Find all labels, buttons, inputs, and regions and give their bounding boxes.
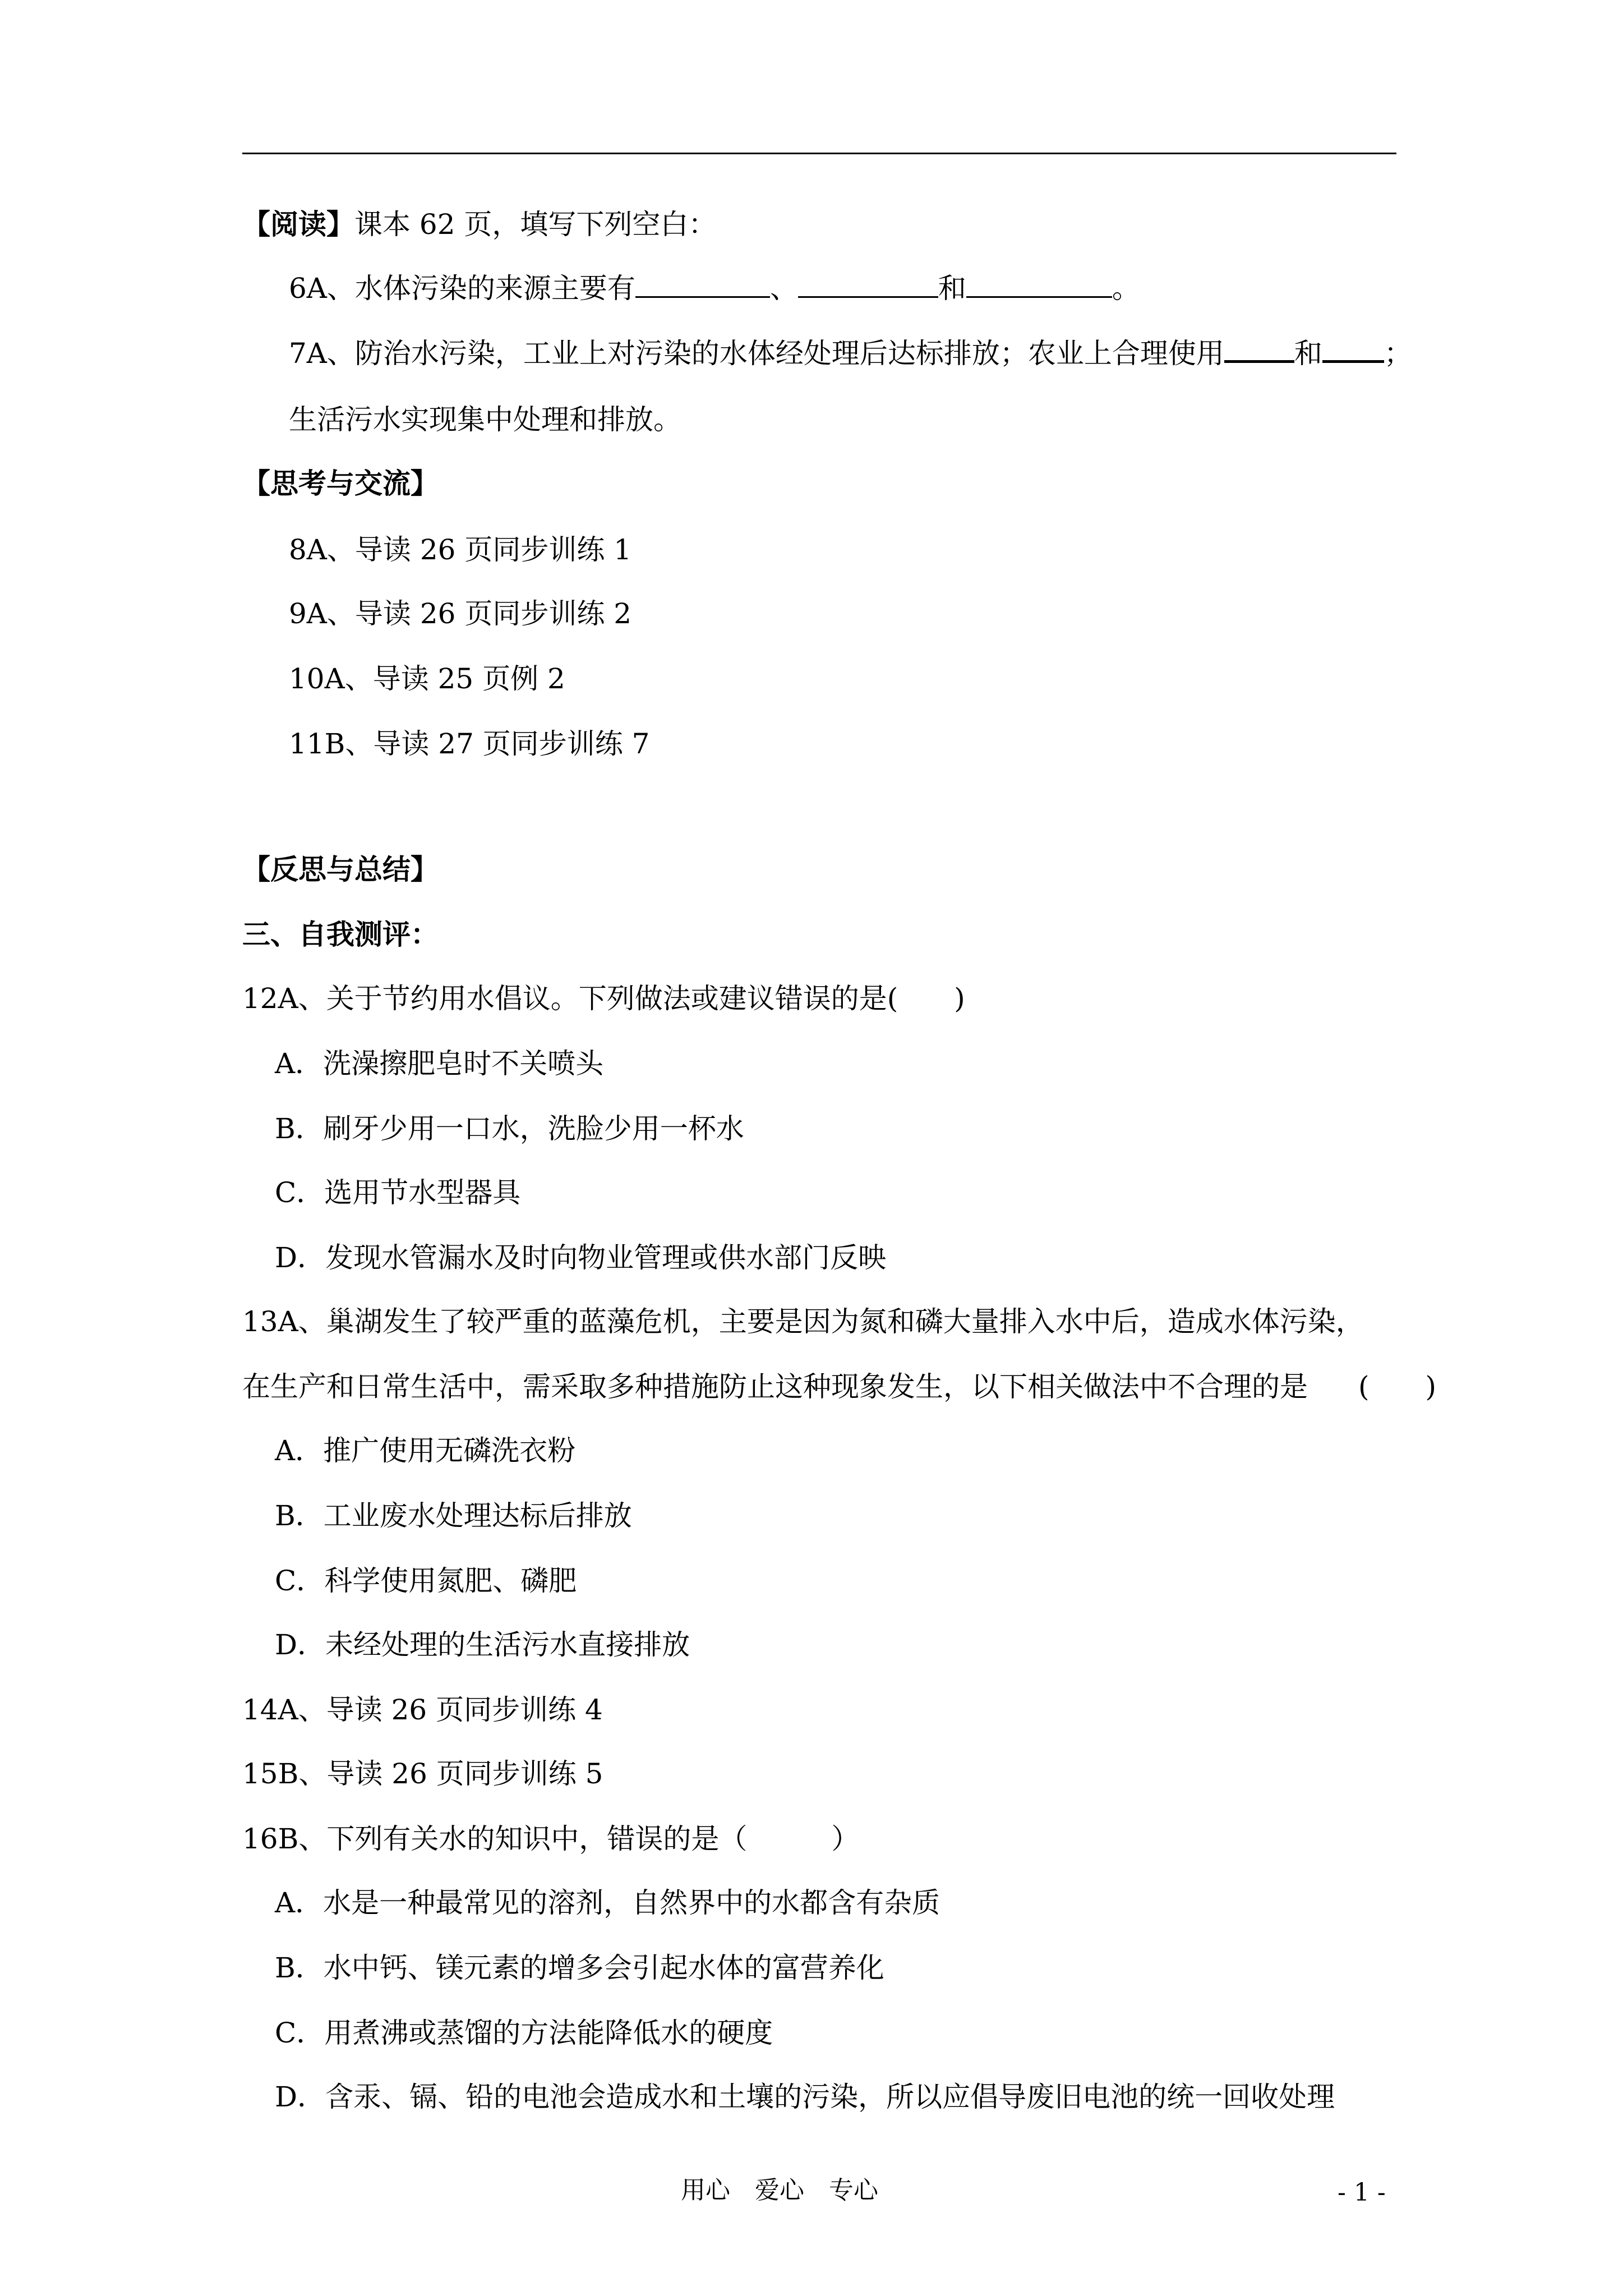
footer-word-2: 爱心 [755, 2176, 804, 2205]
reflection-heading: 【反思与总结】 [242, 853, 439, 886]
question-14: 14A、导读 26 页同步训练 4 [242, 1694, 603, 1726]
question-13-stem-line-2 [242, 1370, 1436, 1404]
discussion-item-11: 11B、导读 27 页同步训练 7 [289, 728, 650, 760]
q16-option-d: D．含汞、镉、铅的电池会造成水和土壤的污染，所以应倡导废旧电池的统一回收处理 [275, 2081, 1335, 2113]
question-7 [289, 337, 1412, 370]
q13-option-d: D．未经处理的生活污水直接排放 [275, 1628, 690, 1661]
q16-option-b: B．水中钙、镁元素的增多会引起水体的富营养化 [275, 1952, 884, 1984]
q12-option-c: C．选用节水型器具 [275, 1176, 521, 1209]
q6-blank-1[interactable] [635, 274, 770, 298]
discussion-item-10: 10A、导读 25 页例 2 [289, 662, 565, 695]
q12-option-b: B．刷牙少用一口水，洗脸少用一杯水 [275, 1112, 744, 1145]
footer-motto [681, 2175, 878, 2206]
q7-end: ； [1384, 337, 1412, 370]
page-number: - 1 - [1338, 2178, 1386, 2207]
q6-end: 。 [1112, 272, 1140, 305]
footer-word-1: 用心 [681, 2176, 730, 2205]
question-7-continued: 生活污水实现集中处理和排放。 [289, 403, 681, 436]
q7-sep: 和 [1294, 337, 1322, 370]
question-12-stem: 12A、关于节约用水倡议。下列做法或建议错误的是( ) [242, 982, 965, 1015]
q16-option-a: A．水是一种最常见的溶剂，自然界中的水都含有杂质 [275, 1887, 940, 1919]
reading-line [242, 208, 716, 241]
question-16-stem: 16B、下列有关水的知识中，错误的是（ ） [242, 1823, 860, 1855]
question-15: 15B、导读 26 页同步训练 5 [242, 1757, 603, 1790]
q7-lead: 7A、防治水污染，工业上对污染的水体经处理后达标排放；农业上合理使用 [289, 337, 1224, 370]
q6-blank-3[interactable] [966, 274, 1112, 298]
reading-instruction: 课本 62 页，填写下列空白： [354, 208, 717, 241]
q6-sep-1: 、 [769, 272, 798, 305]
question-13-stem-line-1: 13A、巢湖发生了较严重的蓝藻危机，主要是因为氮和磷大量排入水中后，造成水体污染， [242, 1305, 1364, 1338]
q6-blank-2[interactable] [798, 274, 938, 298]
question-6 [289, 272, 1140, 305]
footer-word-3: 专心 [829, 2176, 878, 2205]
q13-option-a: A．推广使用无磷洗衣粉 [275, 1434, 576, 1467]
discussion-item-9: 9A、导读 26 页同步训练 2 [289, 597, 632, 630]
reading-heading: 【阅读】 [242, 208, 354, 241]
q6-lead: 6A、水体污染的来源主要有 [289, 272, 635, 305]
q13-option-c: C．科学使用氮肥、磷肥 [275, 1565, 577, 1597]
q13-option-b: B．工业废水处理达标后排放 [275, 1499, 632, 1532]
q12-option-d: D．发现水管漏水及时向物业管理或供水部门反映 [275, 1241, 887, 1274]
q7-blank-1[interactable] [1224, 338, 1294, 363]
discussion-heading: 【思考与交流】 [242, 467, 439, 500]
q16-option-c: C．用煮沸或蒸馏的方法能降低水的硬度 [275, 2017, 773, 2049]
q13-stem-text: 在生产和日常生活中，需采取多种措施防止这种现象发生，以下相关做法中不合理的是 [242, 1370, 1308, 1403]
q13-answer-paren: ( ) [1358, 1370, 1437, 1403]
self-test-heading: 三、自我测评： [242, 918, 439, 951]
header-rule [242, 153, 1396, 154]
discussion-item-8: 8A、导读 26 页同步训练 1 [289, 533, 632, 566]
q12-option-a: A．洗澡擦肥皂时不关喷头 [275, 1047, 604, 1080]
q6-sep-2: 和 [938, 272, 966, 305]
q7-blank-2[interactable] [1322, 338, 1384, 363]
